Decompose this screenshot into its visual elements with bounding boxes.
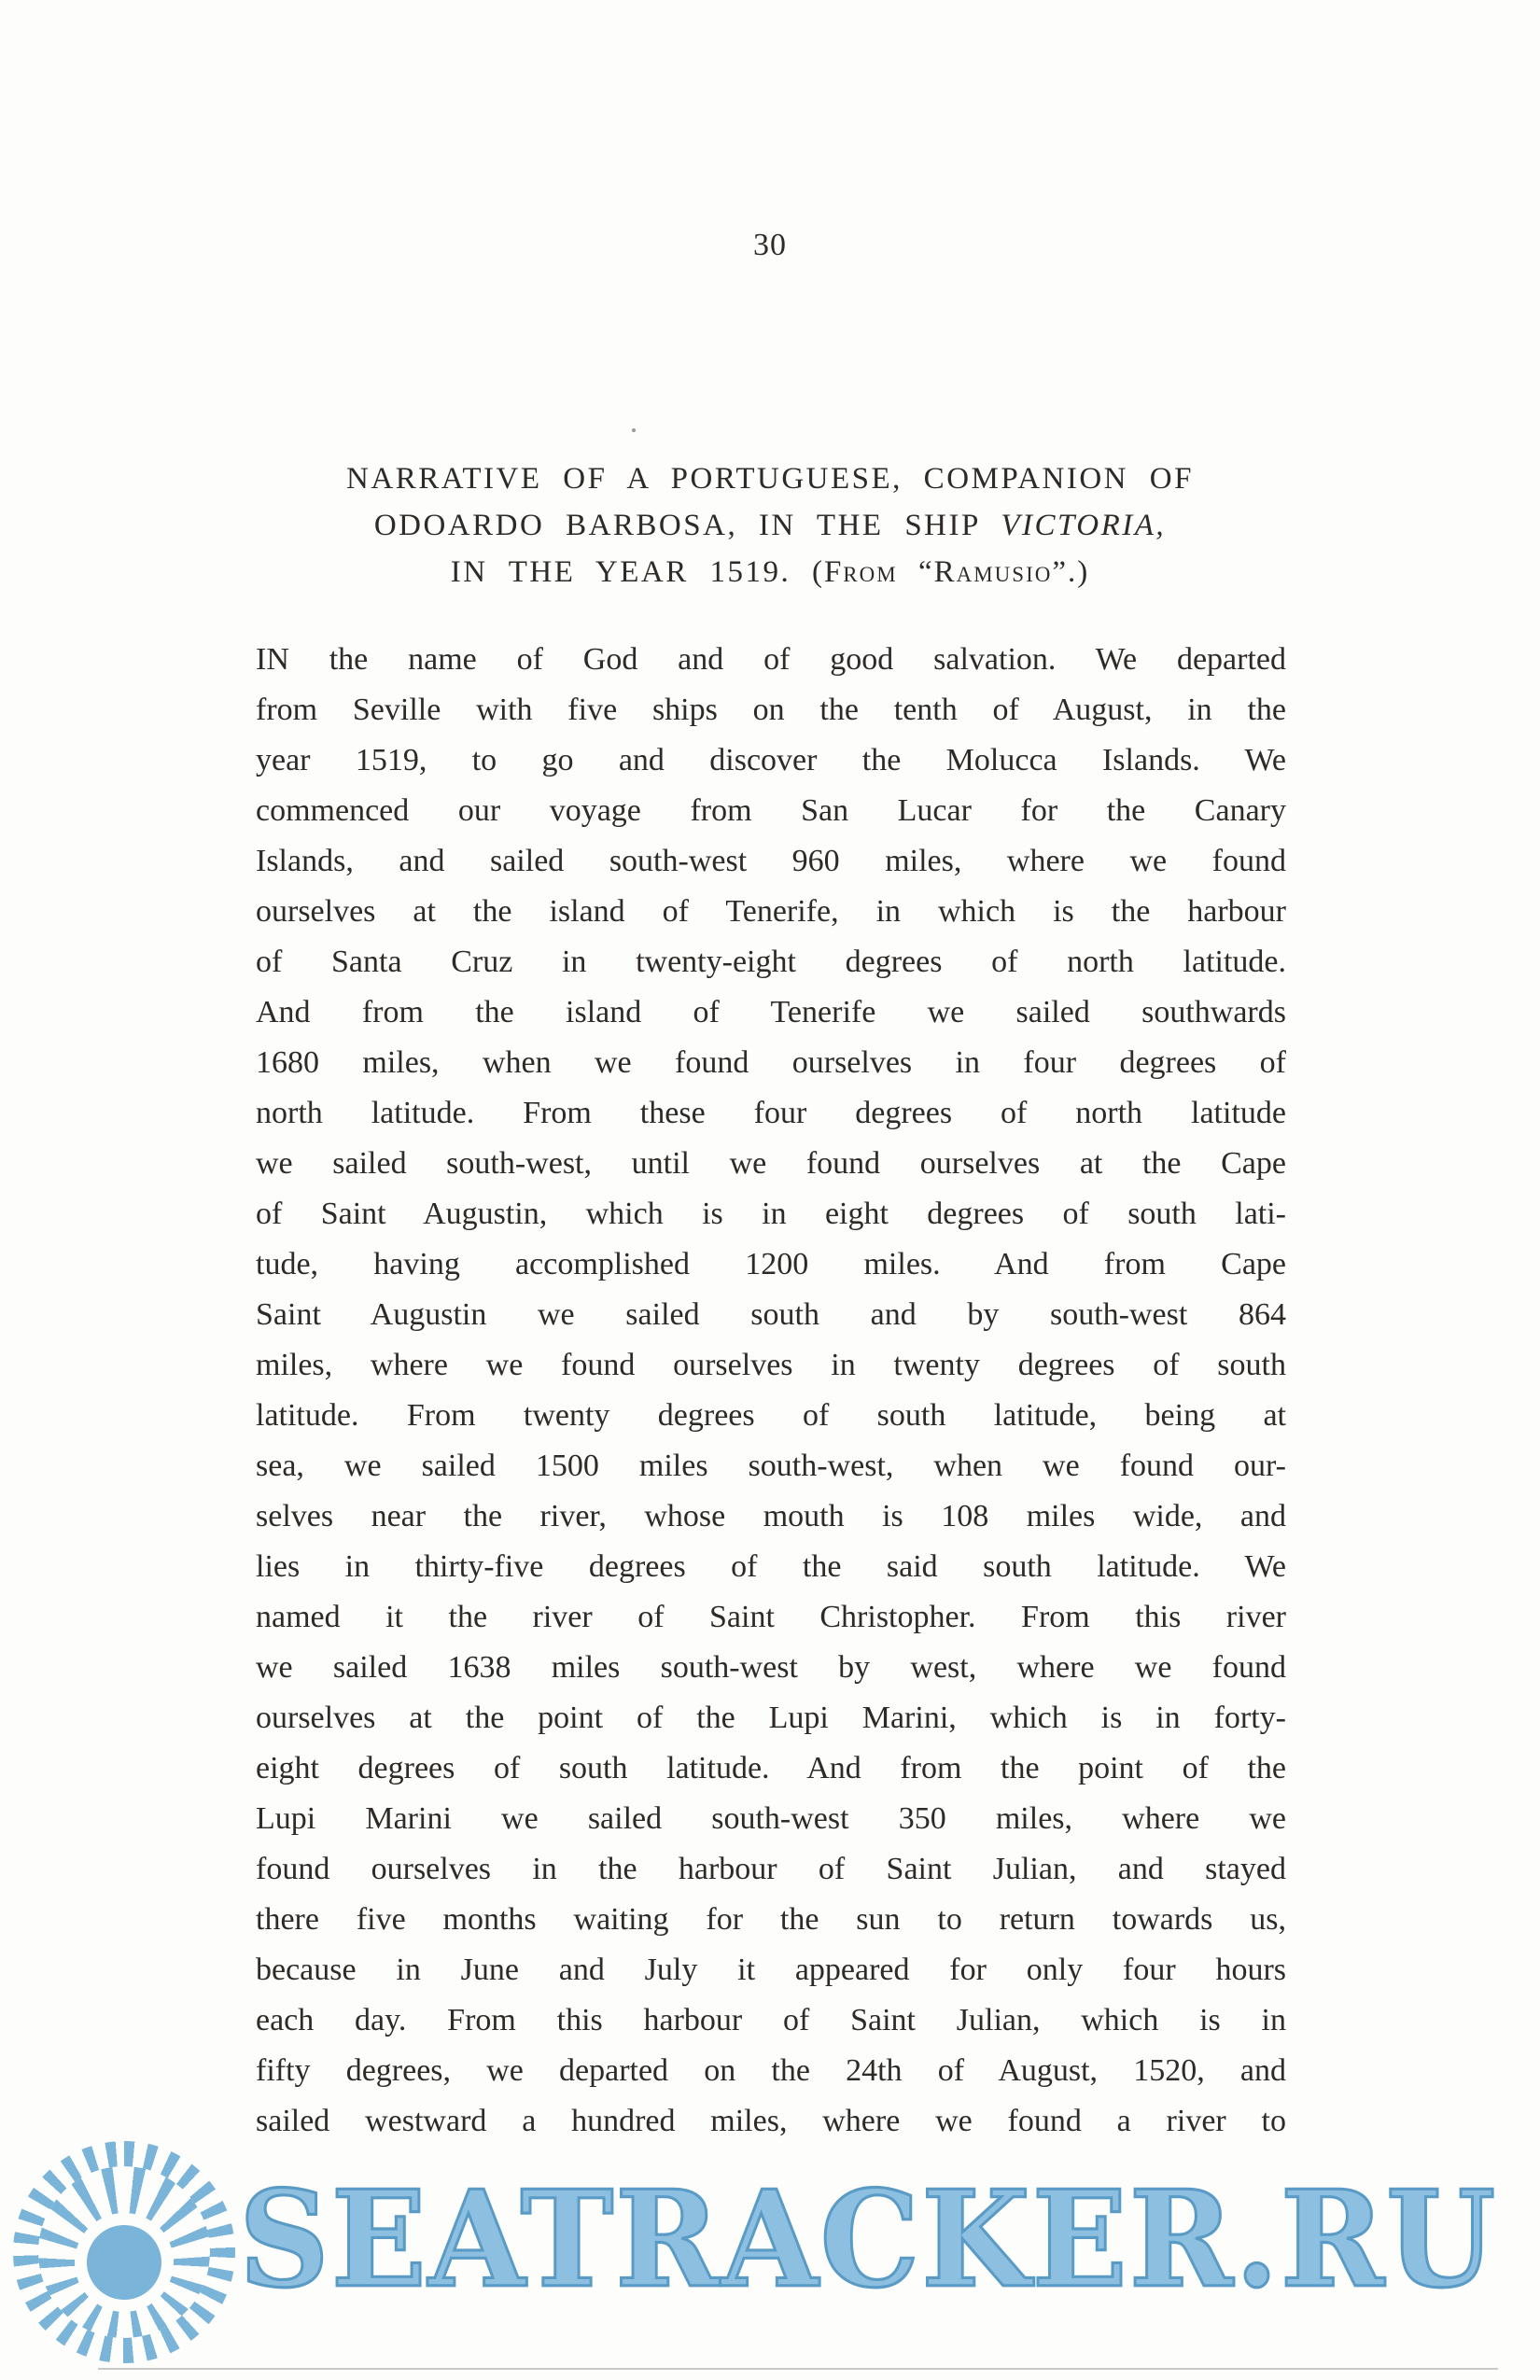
body-paragraph <box>256 635 1286 2147</box>
sun-gap-ring <box>75 2213 174 2312</box>
text-line: Lupi Marini we sailed south-west 350 miles, where we <box>256 1801 1286 1836</box>
sun-burst-icon <box>13 2141 235 2363</box>
sun-inner-circle <box>38 2166 210 2338</box>
text-line: we sailed 1638 miles south-west by west, where we found <box>256 1650 1286 1685</box>
text-line: fifty degrees, we departed on the 24th of August, 1520, and <box>256 2053 1286 2088</box>
page-number: 30 <box>753 228 787 262</box>
text-line: commenced our voyage from San Lucar for the Canary <box>256 793 1286 828</box>
text-line: Islands, and sailed south-west 960 miles, where we found <box>256 844 1286 878</box>
text-line: there five months waiting for the sun to return towards us, <box>256 1902 1286 1937</box>
text-line: eight degrees of south latitude. And from the point of the <box>256 1751 1286 1785</box>
text-line: ourselves at the island of Tenerife, in which is the harbour <box>256 894 1286 929</box>
text-line: Saint Augustin we sailed south and by south-west 864 <box>256 1297 1286 1332</box>
seatracker-watermark-text: SEATRACKER.RU <box>239 2161 1498 2317</box>
scan-artifact-line <box>98 2368 1498 2370</box>
text-line: And from the island of Tenerife we sailed southwards <box>256 995 1286 1029</box>
text-line: ourselves at the point of the Lupi Marini, which is in forty- <box>256 1701 1286 1735</box>
text-line: latitude. From twenty degrees of south latitude, being at <box>256 1398 1286 1433</box>
sun-disc <box>87 2225 161 2300</box>
sun-rays <box>38 2166 210 2338</box>
text-line: tude, having accomplished 1200 miles. And from Cape <box>256 1247 1286 1281</box>
document-heading <box>233 455 1307 595</box>
text-line: year 1519, to go and discover the Molucca Islands. We <box>256 743 1286 777</box>
text-line: miles, where we found ourselves in twenty degrees of south <box>256 1348 1286 1382</box>
text-line: IN the name of God and of good salvation. We departed <box>256 642 1286 677</box>
scan-artifact-dot <box>632 428 636 432</box>
heading-line-2-text: ODOARDO BARBOSA, IN THE SHIP <box>373 509 1001 542</box>
text-line: sea, we sailed 1500 miles south-west, when we found our- <box>256 1449 1286 1483</box>
text-line: found ourselves in the harbour of Saint Julian, and stayed <box>256 1852 1286 1886</box>
text-line: of Saint Augustin, which is in eight degrees of south lati- <box>256 1197 1286 1231</box>
watermark <box>0 2135 1540 2380</box>
heading-line-2 <box>233 502 1307 549</box>
heading-source-smallcaps: (From “Ramusio”.) <box>811 555 1090 589</box>
text-line: because in June and July it appeared for only four hours <box>256 1953 1286 1987</box>
text-line: sailed westward a hundred miles, where we found a river to <box>256 2104 1286 2138</box>
text-line: from Seville with five ships on the tenth of August, in the <box>256 693 1286 727</box>
heading-line-1: NARRATIVE OF A PORTUGUESE, COMPANION OF <box>346 462 1194 496</box>
text-line: named it the river of Saint Christopher. From this river <box>256 1600 1286 1634</box>
heading-line-3 <box>233 549 1307 595</box>
heading-line-3-text: IN THE YEAR 1519. <box>450 555 812 589</box>
text-line: of Santa Cruz in twenty-eight degrees of north latitude. <box>256 945 1286 979</box>
text-line: we sailed south-west, until we found ourselves at the Cape <box>256 1146 1286 1181</box>
ship-name-italic: VICTORIA, <box>1001 509 1167 542</box>
text-line: 1680 miles, when we found ourselves in four degrees of <box>256 1045 1286 1080</box>
text-line: north latitude. From these four degrees of north latitude <box>256 1096 1286 1130</box>
text-line: selves near the river, whose mouth is 108 miles wide, and <box>256 1499 1286 1533</box>
text-line: each day. From this harbour of Saint Julian, which is in <box>256 2003 1286 2037</box>
text-line: lies in thirty-five degrees of the said south latitude. We <box>256 1549 1286 1584</box>
